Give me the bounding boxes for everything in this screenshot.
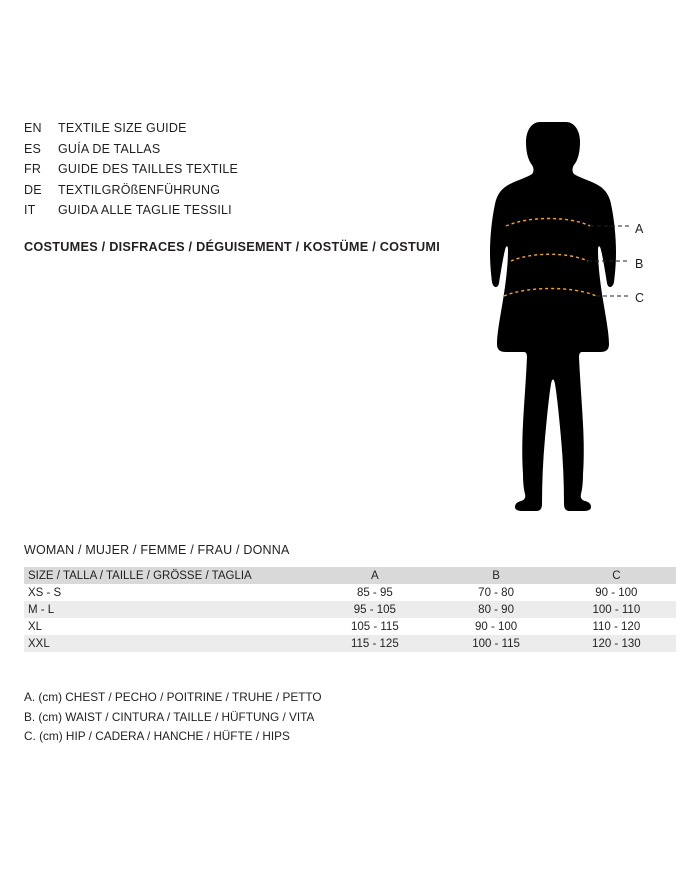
language-code-de: DE bbox=[24, 182, 42, 197]
table-row bbox=[24, 618, 676, 635]
legend-line-c: C. (cm) HIP / CADERA / HANCHE / HÜFTE / HIPS bbox=[24, 729, 290, 743]
language-header-block bbox=[24, 118, 444, 221]
table-row bbox=[24, 635, 676, 652]
cell-c: 110 - 120 bbox=[592, 620, 641, 633]
size-table bbox=[24, 567, 676, 652]
language-row-de bbox=[24, 180, 444, 201]
language-text-es: GUÍA DE TALLAS bbox=[58, 141, 161, 156]
language-row-en bbox=[24, 118, 444, 139]
legend-line-a: A. (cm) CHEST / PECHO / POITRINE / TRUHE / PETTO bbox=[24, 690, 322, 704]
table-row bbox=[24, 601, 676, 618]
table-row bbox=[24, 584, 676, 601]
measurement-legend bbox=[24, 688, 322, 747]
language-row-es bbox=[24, 139, 444, 160]
cell-c: 120 - 130 bbox=[592, 637, 641, 650]
cell-size: M - L bbox=[28, 603, 55, 616]
cell-size: XS - S bbox=[28, 586, 62, 599]
language-code-fr: FR bbox=[24, 162, 42, 176]
cell-size: XXL bbox=[28, 637, 50, 650]
cell-c: 90 - 100 bbox=[595, 586, 638, 599]
measure-label-b: B bbox=[635, 257, 644, 271]
cell-a: 115 - 125 bbox=[350, 637, 399, 650]
costumes-subtitle: COSTUMES / DISFRACES / DÉGUISEMENT / KOSTÜME / COSTUMI bbox=[24, 240, 440, 254]
language-row-it bbox=[24, 200, 444, 221]
cell-b: 100 - 115 bbox=[472, 637, 520, 650]
table-caption: WOMAN / MUJER / FEMME / FRAU / DONNA bbox=[24, 543, 290, 557]
female-silhouette-icon bbox=[478, 112, 668, 512]
female-figure-diagram bbox=[478, 112, 668, 512]
cell-b: 70 - 80 bbox=[478, 586, 514, 599]
measure-label-c: C bbox=[635, 291, 645, 305]
language-code-en: EN bbox=[24, 121, 42, 135]
language-code-it: IT bbox=[24, 203, 36, 217]
language-row-fr bbox=[24, 159, 444, 180]
cell-a: 105 - 115 bbox=[350, 620, 399, 633]
header-b: B bbox=[492, 569, 500, 582]
header-c: C bbox=[612, 569, 621, 582]
size-table-body bbox=[24, 584, 676, 652]
cell-b: 80 - 90 bbox=[478, 603, 514, 616]
table-header-row bbox=[24, 567, 676, 584]
language-code-es: ES bbox=[24, 141, 42, 156]
size-table-head bbox=[24, 567, 676, 584]
cell-a: 95 - 105 bbox=[353, 603, 396, 616]
cell-c: 100 - 110 bbox=[592, 603, 641, 616]
legend-line-b: B. (cm) WAIST / CINTURA / TAILLE / HÜFTUNG / VITA bbox=[24, 709, 315, 724]
header-a: A bbox=[371, 569, 379, 582]
cell-size: XL bbox=[28, 620, 43, 633]
measure-label-a: A bbox=[635, 222, 644, 236]
cell-a: 85 - 95 bbox=[356, 586, 393, 599]
language-text-en: TEXTILE SIZE GUIDE bbox=[58, 121, 187, 135]
language-text-de: TEXTILGRÖßENFÜHRUNG bbox=[58, 182, 221, 197]
language-text-it: GUIDA ALLE TAGLIE TESSILI bbox=[58, 203, 232, 217]
cell-b: 90 - 100 bbox=[474, 620, 518, 633]
header-size: SIZE / TALLA / TAILLE / GRÖSSE / TAGLIA bbox=[28, 569, 252, 582]
language-text-fr: GUIDE DES TAILLES TEXTILE bbox=[58, 162, 239, 176]
